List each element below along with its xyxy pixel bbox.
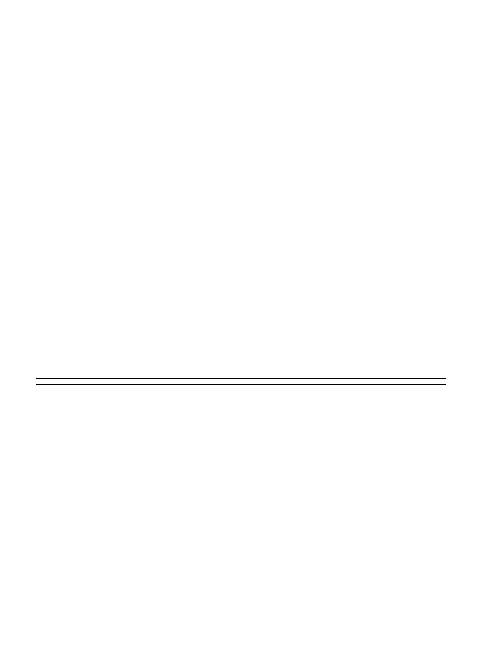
table-header-technique-4: [364, 379, 446, 385]
section-title-materials-methods: [252, 70, 450, 96]
page-header: [36, 26, 444, 40]
description-table: [36, 378, 446, 385]
table-header-row: [36, 379, 446, 385]
right-text-column: [252, 66, 450, 96]
table-header-technique-1: [118, 379, 200, 385]
table-caption: [36, 349, 446, 362]
table-header-technique-3: [282, 379, 364, 385]
table-header-details: [36, 379, 118, 385]
table-header-technique-2: [200, 379, 282, 385]
